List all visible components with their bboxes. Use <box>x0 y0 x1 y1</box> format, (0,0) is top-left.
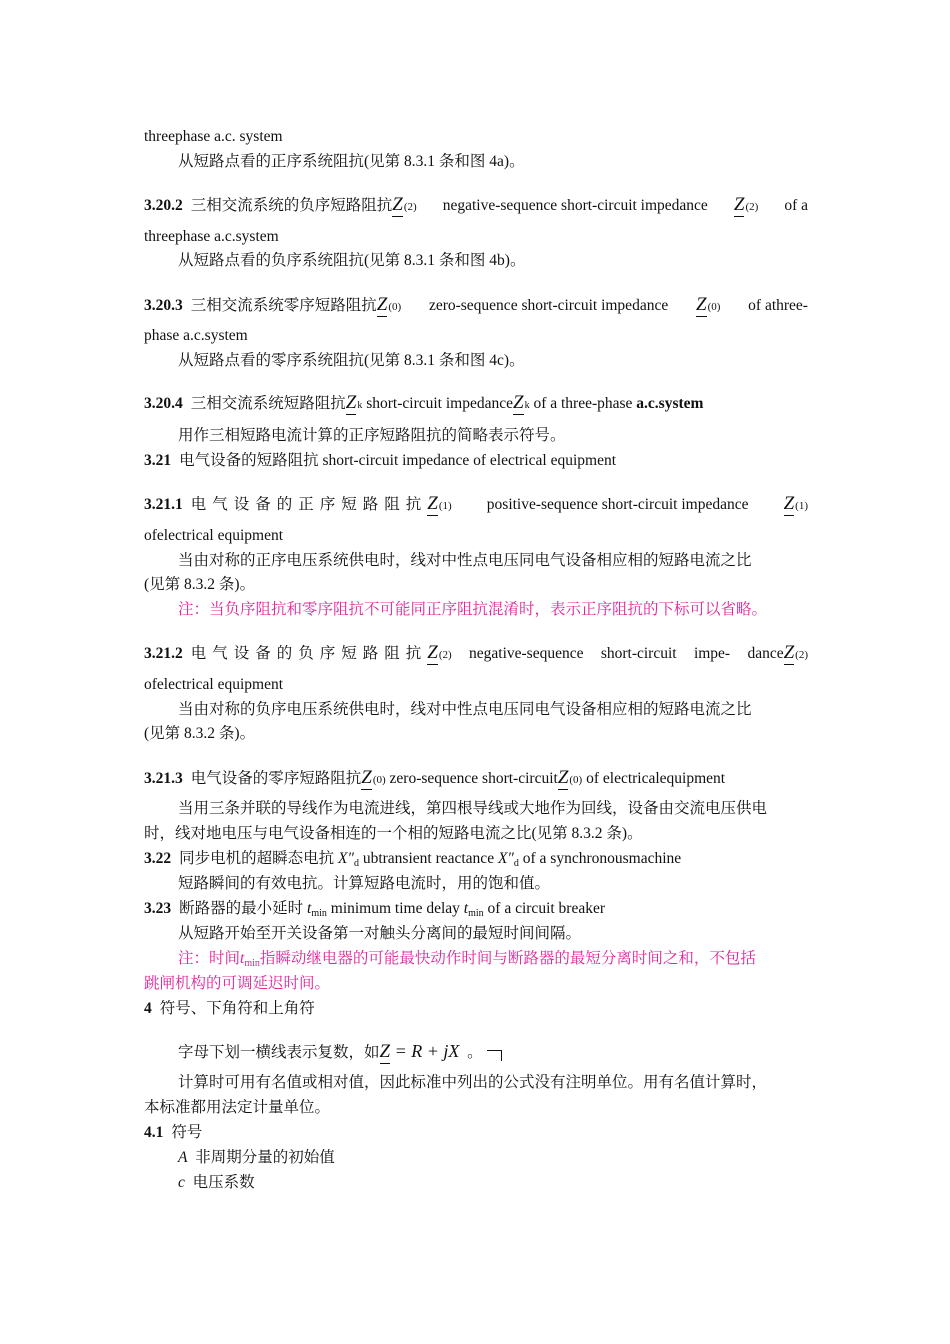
text-line: 短路瞬间的有效电抗。计算短路电流时，用的饱和值。 <box>178 875 551 892</box>
impedance-symbol: Z <box>361 767 372 788</box>
time-symbol: t <box>463 900 469 917</box>
text-line: threephase a.c.system <box>144 228 279 245</box>
section-number: 4.1 <box>144 1124 164 1141</box>
section-title-en: negative-sequence <box>469 645 584 662</box>
section-number: 3.20.3 <box>144 297 183 314</box>
formula-rhs: = R + jX <box>394 1041 460 1061</box>
section-title-cn: 三相交流系统的负序短路阻抗 <box>190 197 393 214</box>
impedance-symbol: Z <box>345 392 357 413</box>
section-number: 3.20.2 <box>144 197 183 214</box>
impedance-symbol: Z <box>733 194 745 215</box>
impedance-symbol: Z <box>427 642 438 663</box>
symbol-subscript: k <box>357 400 363 411</box>
section-title-en: zero-sequence short-circuit <box>389 770 558 787</box>
section-title-cn: 电气设备的正序短路阻抗 <box>190 496 428 513</box>
section-3-21 <box>144 451 808 471</box>
text-line: 用作三相短路电流计算的正序短路阻抗的简略表示符号。 <box>178 427 566 444</box>
symbol-entry <box>178 1148 808 1168</box>
text: 字母下划一横线表示复数，如 <box>178 1044 380 1061</box>
impedance-symbol: Z <box>783 493 795 514</box>
note-line: 注：当负序阻抗和零序阻抗不可能同正序阻抗混淆时，表示正序阻抗的下标可以省略。 <box>178 601 768 618</box>
symbol-subscript: (0) <box>372 774 386 786</box>
impedance-symbol: Z <box>557 767 569 788</box>
section-number: 3.21 <box>144 452 172 469</box>
section-title-cn: 断路器的最小延时 <box>179 900 304 917</box>
section-3-20-3 <box>144 295 808 317</box>
section-number: 3.21.2 <box>144 645 183 662</box>
reactance-symbol: X″ <box>338 850 354 867</box>
text-line: 当由对称的负序电压系统供电时，线对中性点电压同电气设备相应相的短路电流之比 <box>178 701 752 718</box>
impedance-symbol: Z <box>427 493 438 514</box>
section-title: 符号、下角符和上角符 <box>159 1000 315 1017</box>
corner-mark-icon <box>487 1050 502 1061</box>
section-title-en: minimum time delay <box>330 900 460 917</box>
reactance-symbol: X″ <box>497 850 514 867</box>
text-line: (见第 8.3.2 条)。 <box>144 576 256 593</box>
symbol-subscript: (2) <box>745 201 759 213</box>
section-title: 符号 <box>171 1124 203 1141</box>
section-3-20-2 <box>144 195 808 217</box>
impedance-symbol: Z <box>376 294 388 315</box>
text-line: 计算时可用有名值或相对值，因此标准中列出的公式没有注明单位。用有名值计算时， <box>178 1074 768 1091</box>
symbol-subscript: d <box>513 858 519 869</box>
symbol-description: 电压系数 <box>192 1174 255 1191</box>
note-text: 指瞬动继电器的可能最快动作时间与断路器的最短分离时间之和，不包括 <box>259 950 756 967</box>
section-title-en-tail: of a <box>784 197 808 214</box>
section-title-cn: 三相交流系统零序短路阻抗 <box>190 297 377 314</box>
symbol-subscript: k <box>524 400 530 411</box>
section-title-en: short-circuit <box>600 645 677 662</box>
section-3-20-4 <box>144 393 808 416</box>
section-title-en: impe- <box>693 645 731 662</box>
text-line: threephase a.c. system <box>144 128 283 145</box>
time-symbol: t <box>240 950 245 967</box>
text-line: (见第 8.3.2 条)。 <box>144 725 256 742</box>
section-title-cn: 同步电机的超瞬态电抗 <box>179 850 335 867</box>
section-4 <box>144 999 808 1019</box>
symbol-subscript: (2) <box>438 649 452 661</box>
section-title-en: positive-sequence short-circuit impedance <box>486 496 749 513</box>
section-title-en-tail: of athree- <box>748 297 808 314</box>
symbol-subscript: min <box>468 908 484 919</box>
section-title-en: dance <box>747 645 784 662</box>
text-line: 当由对称的正序电压系统供电时，线对中性点电压同电气设备相应相的短路电流之比 <box>178 552 752 569</box>
symbol: A <box>178 1149 188 1166</box>
section-title-en-tail: of a circuit breaker <box>487 900 606 917</box>
symbol-subscript: (0) <box>707 301 721 313</box>
symbol-subscript: (0) <box>388 301 402 313</box>
text-line <box>178 1041 808 1063</box>
symbol-subscript: (0) <box>569 774 583 786</box>
impedance-symbol: Z <box>695 294 707 315</box>
symbol-subscript: min <box>311 908 327 919</box>
section-number: 3.21.3 <box>144 770 183 787</box>
section-number: 3.21.1 <box>144 496 183 513</box>
text-line: phase a.c.system <box>144 327 248 344</box>
section-title-en: short-circuit impedance <box>366 395 513 412</box>
symbol-entry <box>178 1173 808 1193</box>
text-line: 从短路开始至开关设备第一对触头分离间的最短时间间隔。 <box>178 925 582 942</box>
symbol-subscript: (2) <box>795 649 808 661</box>
text-line: 时，线对地电压与电气设备相连的一个相的短路电流之比(见第 8.3.2 条)。 <box>144 825 643 842</box>
section-3-21-3 <box>144 768 808 790</box>
text-line: 从短路点看的零序系统阻抗(见第 8.3.1 条和图 4c)。 <box>178 352 525 369</box>
symbol-description: 非周期分量的初始值 <box>195 1149 335 1166</box>
text-line: ofelectrical equipment <box>144 527 284 544</box>
section-title-bold: a.c.system <box>636 395 704 412</box>
section-number: 3.23 <box>144 900 172 917</box>
section-title-en-tail: of a synchronousmachine <box>522 850 682 867</box>
section-3-21-2 <box>144 643 808 665</box>
section-4-1 <box>144 1123 808 1143</box>
section-title-cn: 电气设备的负序短路阻抗 <box>190 645 428 662</box>
section-title-en-tail: of a three-phase <box>533 395 633 412</box>
impedance-symbol: Z <box>392 194 403 215</box>
section-number: 4 <box>144 1000 152 1017</box>
complex-formula <box>380 1041 460 1061</box>
section-title-en: ubtransient reactance <box>362 850 495 867</box>
text: 。 <box>467 1044 483 1061</box>
text-line: 本标准都用法定计量单位。 <box>144 1099 331 1116</box>
impedance-symbol: Z <box>512 392 524 413</box>
impedance-symbol: Z <box>783 642 795 663</box>
symbol-subscript: d <box>353 858 359 869</box>
section-title: 电气设备的短路阻抗 short-circuit impedance of electrical equipment <box>179 452 617 469</box>
note-line: 跳闸机构的可调延迟时间。 <box>144 975 331 992</box>
section-title-cn: 电气设备的零序短路阻抗 <box>190 770 362 787</box>
text-line: 从短路点看的负序系统阻抗(见第 8.3.1 条和图 4b)。 <box>178 252 526 269</box>
time-symbol: t <box>307 900 312 917</box>
symbol-subscript: (1) <box>438 500 452 512</box>
impedance-symbol: Z <box>379 1041 391 1062</box>
symbol-subscript: (2) <box>403 201 417 213</box>
section-number: 3.22 <box>144 850 172 867</box>
section-title-en: negative-sequence short-circuit impedance <box>442 197 708 214</box>
section-3-21-1 <box>144 494 808 516</box>
section-3-23 <box>144 899 808 924</box>
section-3-22 <box>144 849 808 874</box>
text-line: 当用三条并联的导线作为电流进线，第四根导线或大地作为回线，设备由交流电压供电 <box>178 800 768 817</box>
section-title-cn: 三相交流系统短路阻抗 <box>190 395 346 412</box>
note-text: 注：时间 <box>178 950 241 967</box>
section-title-en: zero-sequence short-circuit impedance <box>428 297 669 314</box>
text-line: 从短路点看的正序系统阻抗(见第 8.3.1 条和图 4a)。 <box>178 153 525 170</box>
symbol-subscript: (1) <box>795 500 808 512</box>
section-title-en-tail: of electricalequipment <box>586 770 726 787</box>
note-line <box>178 949 808 974</box>
section-number: 3.20.4 <box>144 395 183 412</box>
text-line: ofelectrical equipment <box>144 676 284 693</box>
symbol-subscript: min <box>244 958 260 969</box>
symbol: c <box>178 1174 185 1191</box>
